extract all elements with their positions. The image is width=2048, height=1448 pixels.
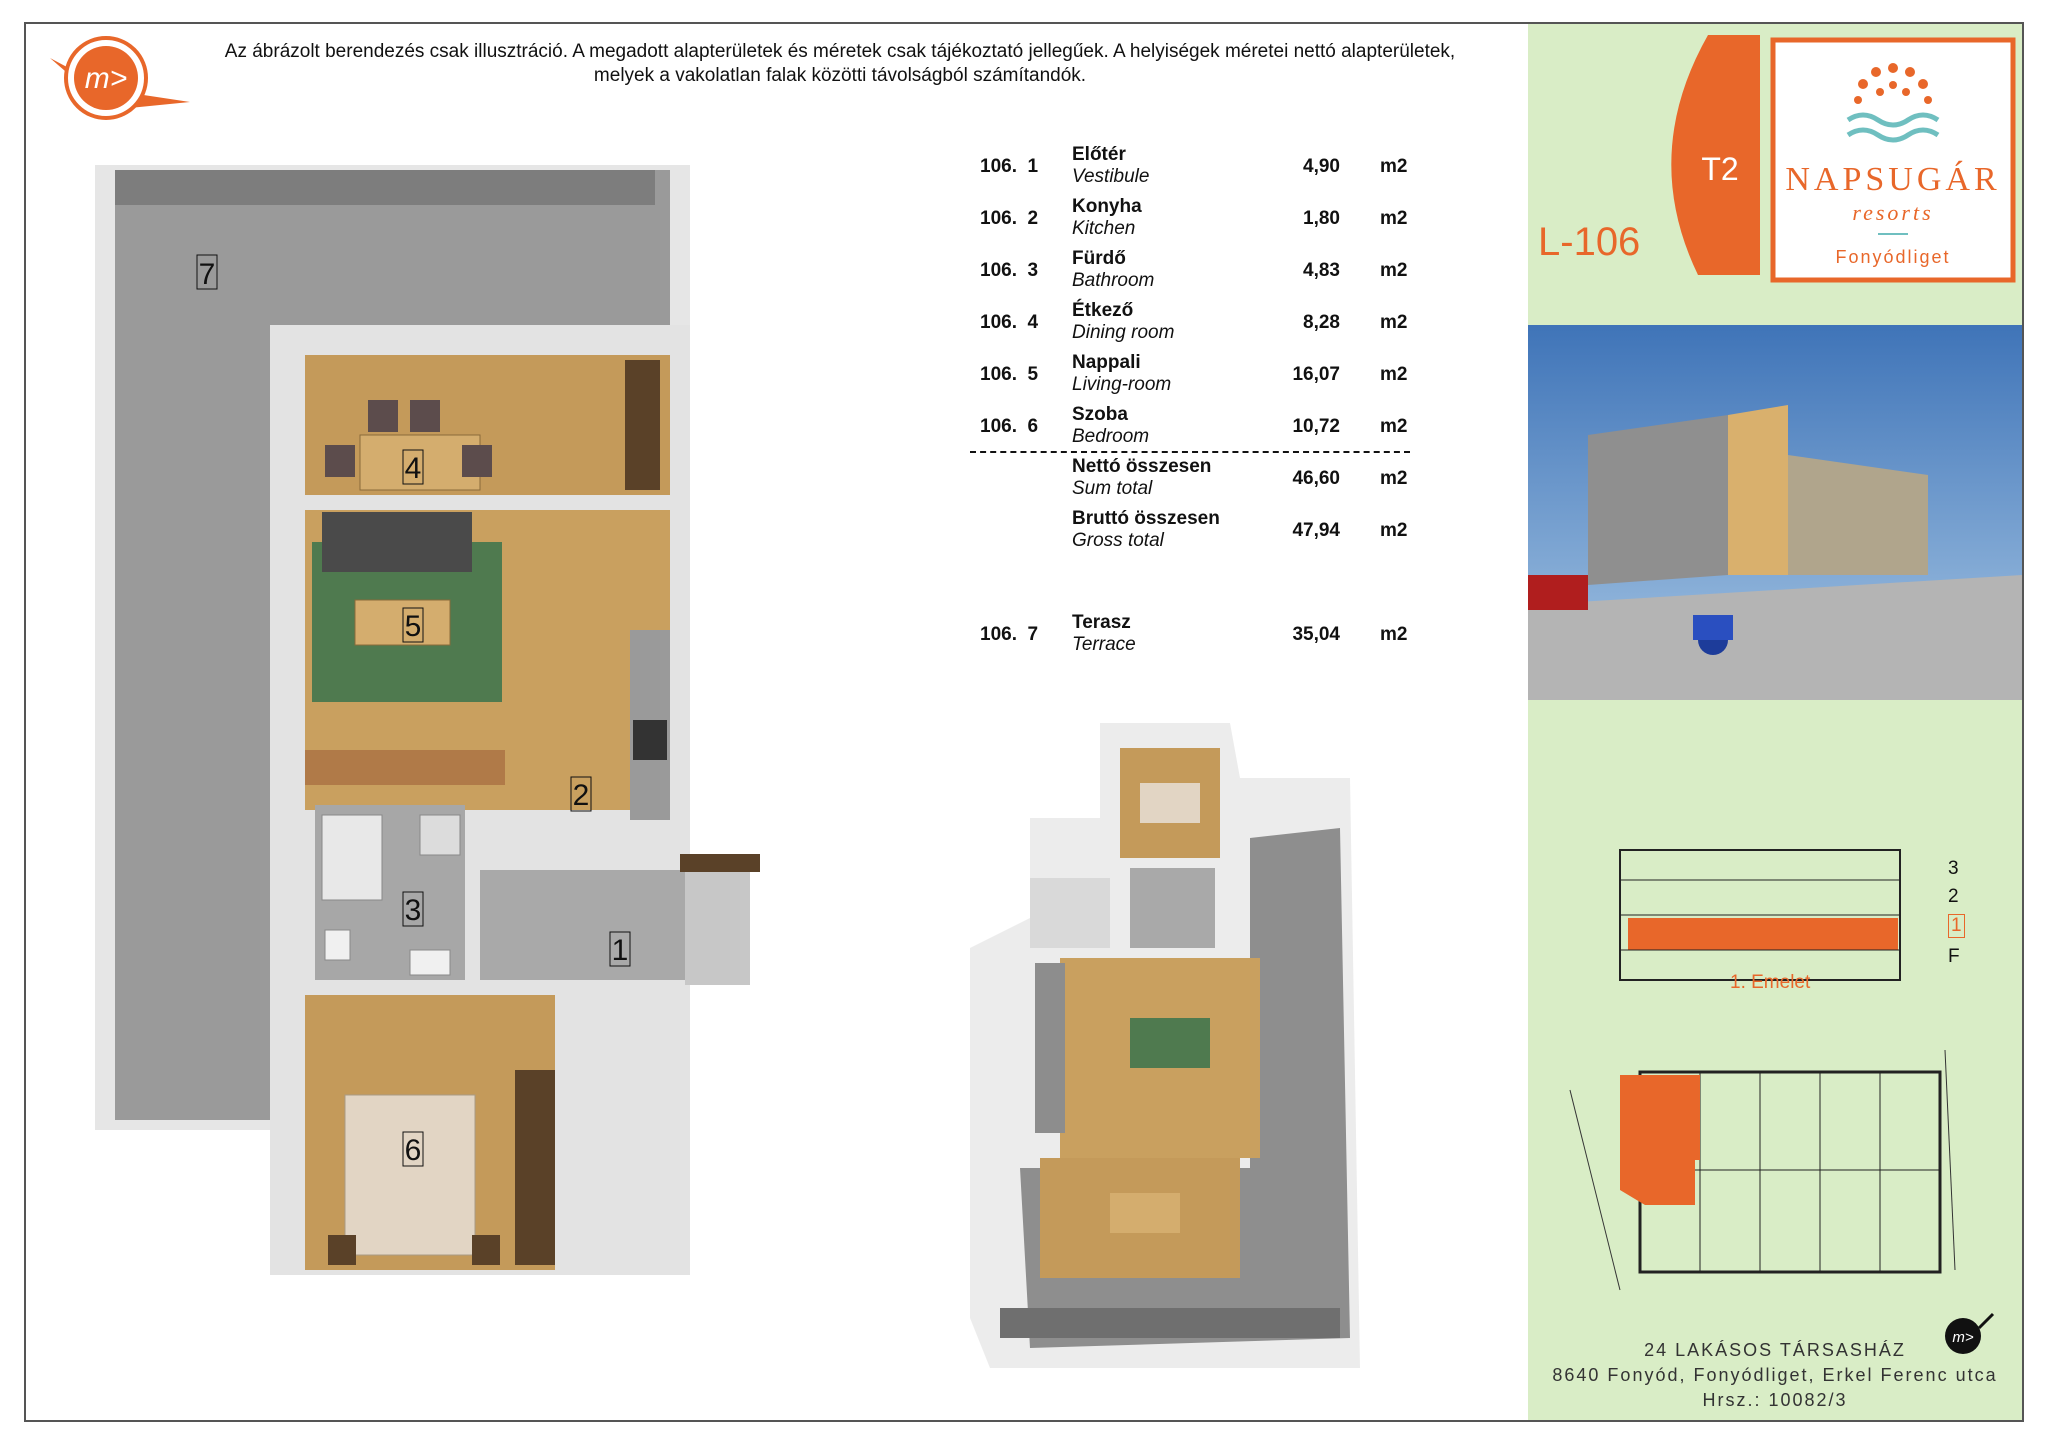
bed xyxy=(345,1095,475,1255)
washbasin xyxy=(410,950,450,975)
terrace-name-en: Terrace xyxy=(1072,634,1136,655)
bedroom-wardrobe xyxy=(515,1070,555,1265)
room-num: 6 xyxy=(1027,416,1039,437)
kitchen-stove xyxy=(633,720,667,760)
iso-vestibule xyxy=(1030,878,1110,948)
room-name-hu: Fürdő xyxy=(1072,248,1126,269)
apartment-location-highlight xyxy=(1620,1075,1700,1205)
floor-label-1: 1 xyxy=(1948,914,1965,938)
building-render xyxy=(1528,325,2022,700)
room-name-en: Kitchen xyxy=(1072,218,1136,239)
isometric-view xyxy=(930,718,1430,1368)
nightstand xyxy=(328,1235,356,1265)
current-floor-highlight xyxy=(1628,918,1898,950)
brand-sub: resorts xyxy=(1852,200,1934,225)
room-num: 3 xyxy=(1027,260,1039,281)
room-code: 106. xyxy=(980,156,1017,177)
nightstand xyxy=(472,1235,500,1265)
iso-bathroom xyxy=(1130,868,1215,948)
plan-label-5: 5 xyxy=(404,610,422,643)
room-code: 106. xyxy=(980,208,1017,229)
render-building-row xyxy=(1788,455,1928,575)
dining-cabinet xyxy=(625,360,660,490)
net-total-hu: Nettó összesen xyxy=(1072,456,1212,477)
net-total-en: Sum total xyxy=(1072,478,1153,499)
floor-label-f: F xyxy=(1948,946,1960,967)
render-building-wing xyxy=(1588,415,1728,585)
room-table xyxy=(970,140,1440,660)
dining-chair xyxy=(368,400,398,432)
dining-chair xyxy=(410,400,440,432)
room-code: 106. xyxy=(980,416,1017,437)
iso-bed xyxy=(1140,783,1200,823)
terrace-row xyxy=(970,608,1440,660)
room-num: 5 xyxy=(1027,364,1039,385)
room-row xyxy=(970,348,1440,400)
entrance-wardrobe xyxy=(680,854,760,872)
room-num: 4 xyxy=(1027,312,1039,333)
entrance-landing xyxy=(685,855,750,985)
iso-rug xyxy=(1130,1018,1210,1068)
terrace-code: 106. xyxy=(980,624,1017,645)
disclaimer-line2: melyek a vakolatlan falak közötti távolságból számítandók. xyxy=(593,65,1087,86)
company-logo xyxy=(40,30,190,130)
room-unit: m2 xyxy=(1380,416,1408,437)
plan-label-6: 6 xyxy=(404,1134,422,1167)
room-num: 2 xyxy=(1027,208,1039,229)
room-area: 8,28 xyxy=(1303,312,1340,333)
brand-name: NAPSUGÁR xyxy=(1785,161,2001,198)
room-name-en: Living-room xyxy=(1072,374,1172,395)
room-code: 106. xyxy=(980,364,1017,385)
room-row xyxy=(970,296,1440,348)
room-name-hu: Előtér xyxy=(1072,144,1126,165)
toilet xyxy=(325,930,350,960)
room-unit: m2 xyxy=(1380,312,1408,333)
render-building-facade xyxy=(1728,405,1788,575)
svg-text:m>: m> xyxy=(1952,1329,1974,1346)
current-floor-label: 1. Emelet xyxy=(1730,972,1811,993)
room-area: 10,72 xyxy=(1292,416,1340,437)
room-row xyxy=(970,192,1440,244)
terrace-name-hu: Terasz xyxy=(1072,612,1131,633)
iso-railing xyxy=(1000,1308,1340,1338)
room-name-hu: Nappali xyxy=(1072,352,1141,373)
room-unit: m2 xyxy=(1380,208,1408,229)
room-name-en: Bedroom xyxy=(1072,426,1150,447)
room-unit: m2 xyxy=(1380,156,1408,177)
address-line2: 8640 Fonyód, Fonyódliget, Erkel Ferenc utca xyxy=(1552,1365,1998,1385)
net-total-unit: m2 xyxy=(1380,468,1408,489)
plan-label-4: 4 xyxy=(404,452,422,485)
total-row-gross xyxy=(970,504,1440,556)
room-name-en: Bathroom xyxy=(1072,270,1155,291)
living-sofa xyxy=(322,512,472,572)
iso-dining-table xyxy=(1110,1193,1180,1233)
room-area: 16,07 xyxy=(1292,364,1340,385)
total-row-net xyxy=(970,452,1440,504)
tv-unit xyxy=(305,750,505,785)
floor-label-3: 3 xyxy=(1948,858,1959,879)
apartment-number: L-106 xyxy=(1538,220,1641,264)
room-row xyxy=(970,140,1440,192)
floor-plan xyxy=(90,160,890,1280)
room-name-hu: Szoba xyxy=(1072,404,1128,425)
floor-label-2: 2 xyxy=(1948,886,1959,907)
shower xyxy=(420,815,460,855)
address-line1: 24 LAKÁSOS TÁRSASHÁZ xyxy=(1644,1340,1906,1360)
plan-label-1: 1 xyxy=(611,934,629,967)
terrace-num: 7 xyxy=(1027,624,1039,645)
address-line3: Hrsz.: 10082/3 xyxy=(1702,1390,1848,1410)
terrace-area: 35,04 xyxy=(1292,624,1340,645)
room-name-en: Dining room xyxy=(1072,322,1175,343)
room-unit: m2 xyxy=(1380,364,1408,385)
net-total-area: 46,60 xyxy=(1292,468,1340,489)
room-code: 106. xyxy=(980,260,1017,281)
room-unit: m2 xyxy=(1380,260,1408,281)
room-row xyxy=(970,244,1440,296)
room-code: 106. xyxy=(980,312,1017,333)
room-row xyxy=(970,400,1440,452)
gross-total-area: 47,94 xyxy=(1292,520,1340,541)
room-name-en: Vestibule xyxy=(1072,166,1150,187)
plan-label-7: 7 xyxy=(198,258,216,291)
company-logo-small xyxy=(1935,1310,1995,1360)
svg-text:m>: m> xyxy=(84,62,128,95)
disclaimer xyxy=(180,40,1500,88)
bathtub xyxy=(322,815,382,900)
room-name-hu: Konyha xyxy=(1072,196,1142,217)
building-code: T2 xyxy=(1701,151,1739,187)
room-area: 1,80 xyxy=(1303,208,1340,229)
brand-box xyxy=(1773,40,2013,280)
room-num: 1 xyxy=(1027,156,1039,177)
room-area: 4,83 xyxy=(1303,260,1340,281)
brand-place: Fonyódliget xyxy=(1835,247,1951,267)
disclaimer-line1: Az ábrázolt berendezés csak illusztráció. A megadott alapterületek és méretek csak tájékoztató jellegűek. A helyiségek méretei nettó alapterületek, xyxy=(224,41,1456,62)
terrace-railing xyxy=(115,170,655,205)
room-name-hu: Étkező xyxy=(1072,300,1134,321)
gross-total-hu: Bruttó összesen xyxy=(1072,508,1220,529)
site-plan xyxy=(1560,1050,1960,1300)
plan-label-2: 2 xyxy=(572,779,590,812)
render-car xyxy=(1528,575,1588,610)
gross-total-en: Gross total xyxy=(1072,530,1164,551)
terrace-unit: m2 xyxy=(1380,624,1408,645)
dining-chair xyxy=(462,445,492,477)
gross-total-unit: m2 xyxy=(1380,520,1408,541)
plan-label-3: 3 xyxy=(404,894,422,927)
room-area: 4,90 xyxy=(1303,156,1340,177)
room-vestibule xyxy=(480,870,690,980)
iso-kitchen xyxy=(1035,963,1065,1133)
dining-chair xyxy=(325,445,355,477)
